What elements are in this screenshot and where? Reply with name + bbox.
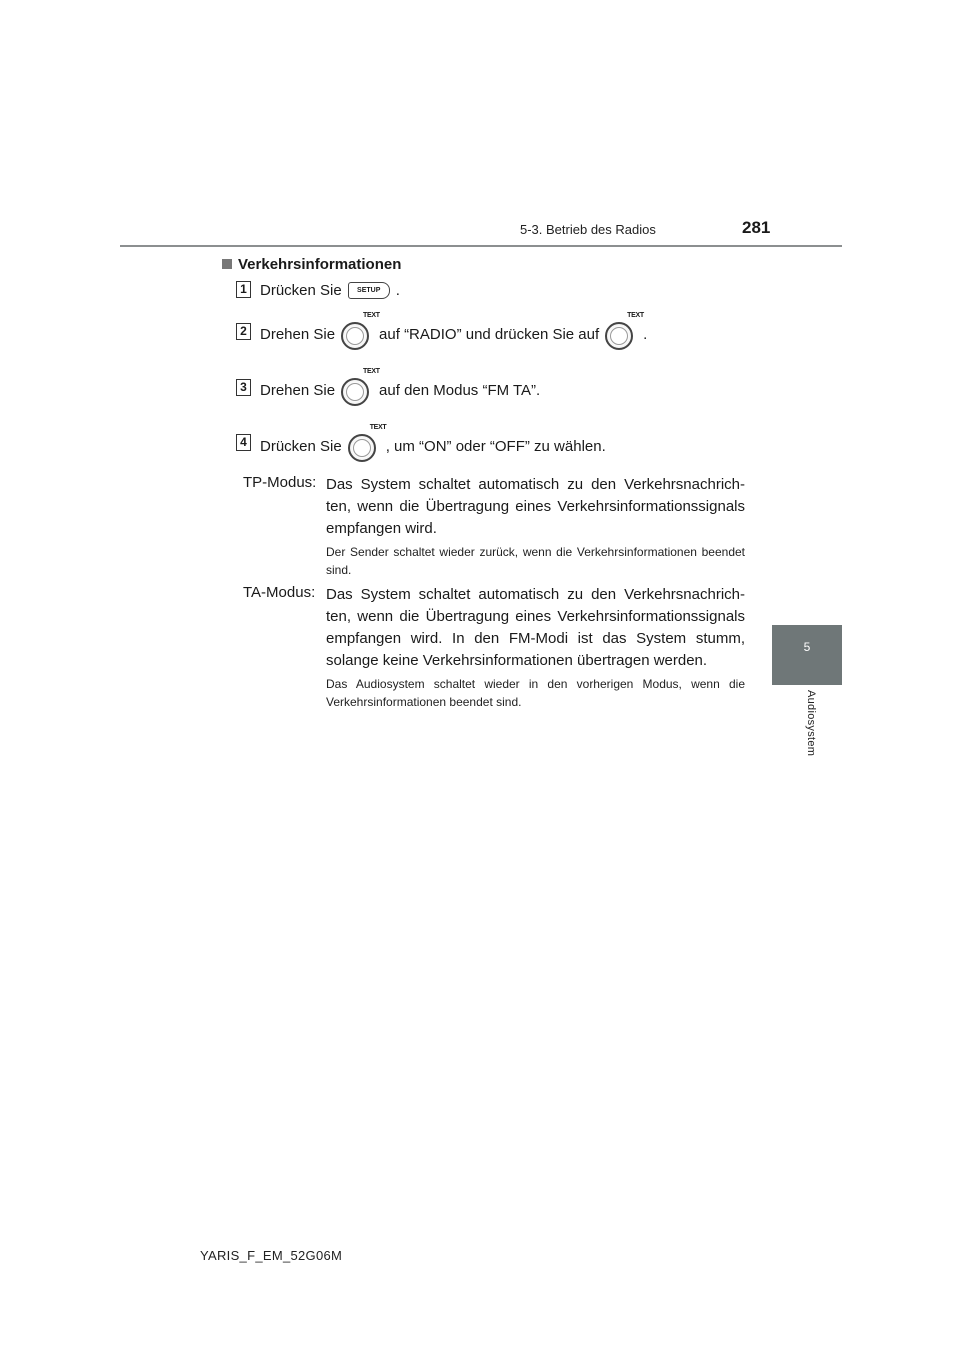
section-title-text: Verkehrsinformationen xyxy=(238,256,402,273)
step-1-text-b: . xyxy=(395,281,400,299)
section-title xyxy=(222,256,401,273)
tp-mode-note: Der Sender schaltet wieder zurück, wenn die Verkehrsinformationen beendet sind. xyxy=(326,545,745,577)
tp-mode-description: Das System schaltet automatisch zu den Verkehrsnachrich-ten, wenn die Übertragung eines Verkehrsinformationssignals empfangen wird. xyxy=(326,476,745,537)
page-number: 281 xyxy=(742,218,771,237)
step-2-text-c: . xyxy=(643,325,648,343)
text-knob-icon: TEXT xyxy=(341,374,373,406)
ta-mode-label: TA-Modus: xyxy=(243,584,316,601)
chapter-tab-label: Audiosystem xyxy=(805,690,817,757)
text-knob-icon: TEXT xyxy=(341,318,373,350)
text-knob-icon: TEXT xyxy=(605,318,637,350)
square-bullet-icon xyxy=(222,259,232,269)
ta-mode-description: Das System schaltet automatisch zu den Verkehrsnachrich-ten, wenn die Übertragung eines Verkehrsinformationssignals empfangen wird. In den FM-Modi ist das System stumm, solange keine Verkehrsinformationen übertragen werden. xyxy=(326,586,745,669)
tp-mode-label: TP-Modus: xyxy=(243,474,317,491)
step-1-text-a: Drücken Sie xyxy=(260,281,342,299)
step-3-text-a: Drehen Sie xyxy=(260,381,336,399)
step-4 xyxy=(260,424,606,464)
step-4-text-a: Drücken Sie xyxy=(260,437,342,455)
chapter-tab xyxy=(772,625,842,685)
header-section-title: 5-3. Betrieb des Radios xyxy=(520,222,656,237)
step-1 xyxy=(260,280,400,300)
step-3 xyxy=(260,368,541,408)
document-code: YARIS_F_EM_52G06M xyxy=(200,1248,343,1263)
step-number-1: 1 xyxy=(236,281,251,298)
step-number-4: 4 xyxy=(236,434,251,451)
step-4-text-b: , um “ON” oder “OFF” zu wählen. xyxy=(385,437,606,455)
step-3-text-b: auf den Modus “FM TA”. xyxy=(379,381,541,399)
step-2 xyxy=(260,312,648,352)
chapter-tab-number: 5 xyxy=(803,640,811,654)
step-2-text-b: auf “RADIO” und drücken Sie auf xyxy=(379,325,600,343)
ta-mode-note: Das Audiosystem schaltet wieder in den vorherigen Modus, wenn die Verkehrsinformationen beendet sind. xyxy=(326,677,745,709)
header-divider xyxy=(120,245,842,247)
step-2-text-a: Drehen Sie xyxy=(260,325,336,343)
step-number-3: 3 xyxy=(236,379,251,396)
step-number-2: 2 xyxy=(236,323,251,340)
setup-button-icon: SETUP xyxy=(348,282,390,299)
text-knob-icon: TEXT xyxy=(348,430,380,462)
